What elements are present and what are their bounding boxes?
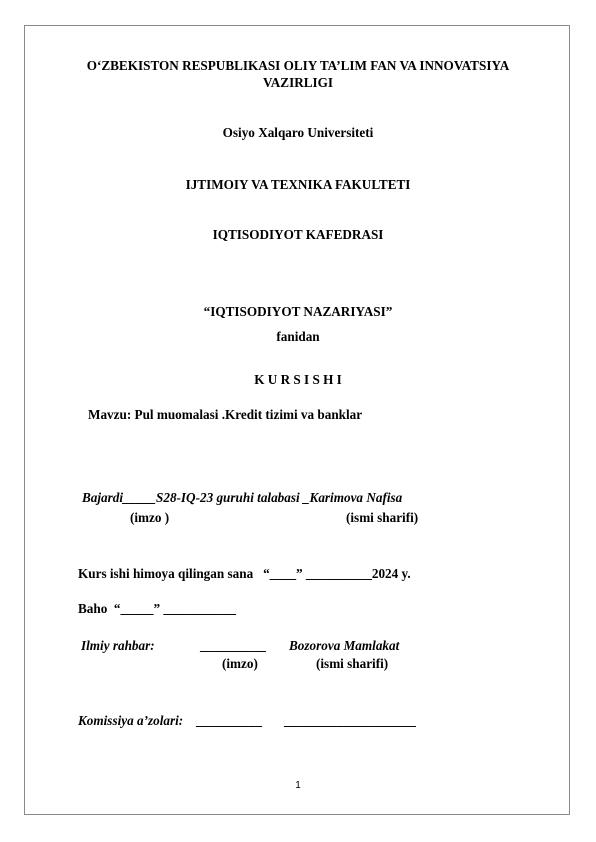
grade-value: “_____” ___________ bbox=[113, 601, 236, 616]
university-name: Osiyo Xalqaro Universiteti bbox=[222, 125, 374, 140]
defense-date-line bbox=[78, 566, 411, 582]
defense-date-value: “____” __________2024 y. bbox=[263, 566, 411, 581]
topic: Mavzu: Pul muomalasi .Kredit tizimi va banklar bbox=[88, 407, 363, 422]
department-name: IQTISODIYOT KAFEDRASI bbox=[212, 227, 384, 242]
subject-name: “IQTISODIYOT NAZARIYASI” bbox=[203, 304, 393, 319]
grade-line bbox=[78, 601, 236, 617]
performer-blank: _____ bbox=[123, 490, 157, 505]
performer-line bbox=[82, 490, 402, 506]
grade-label: Baho bbox=[78, 601, 108, 616]
work-type-title: K U R S I S H I bbox=[254, 372, 342, 387]
performer-signature-caption: (imzo ) bbox=[130, 510, 170, 525]
supervisor-name-caption: (ismi sharifi) bbox=[316, 656, 389, 671]
supervisor-signature-line: __________ bbox=[200, 638, 266, 653]
performer-details: S28-IQ-23 guruhi talabasi _Karimova Nafisa bbox=[156, 490, 403, 505]
faculty-name: IJTIMOIY VA TEXNIKA FAKULTETI bbox=[185, 177, 411, 192]
commission-label: Komissiya a’zolari: bbox=[78, 713, 184, 728]
page-number: 1 bbox=[295, 780, 301, 791]
performer-name-caption: (ismi sharifi) bbox=[346, 510, 419, 525]
defense-date-label: Kurs ishi himoya qilingan sana bbox=[78, 566, 254, 581]
performer-label: Bajardi bbox=[82, 490, 124, 505]
ministry-line-2: VAZIRLIGI bbox=[262, 75, 334, 90]
supervisor-label: Ilmiy rahbar: bbox=[81, 638, 155, 653]
subject-suffix: fanidan bbox=[276, 329, 320, 344]
supervisor-signature-caption: (imzo) bbox=[222, 656, 258, 671]
supervisor-name: Bozorova Mamlakat bbox=[289, 638, 400, 653]
commission-line-2: ____________________ bbox=[284, 713, 416, 728]
commission-line-1: __________ bbox=[196, 713, 262, 728]
ministry-line-1: O‘ZBEKISTON RESPUBLIKASI OLIY TA’LIM FAN VA INNOVATSIYA bbox=[86, 58, 510, 73]
